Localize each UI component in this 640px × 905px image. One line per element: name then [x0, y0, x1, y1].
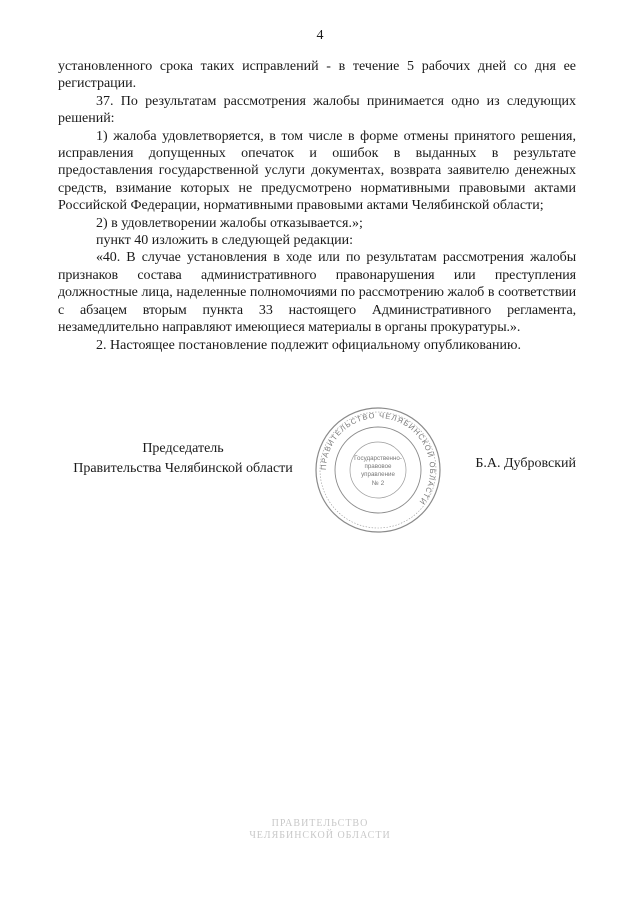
seal-inner-ring: [335, 427, 421, 513]
paragraph: установленного срока таких исправлений - в течение 5 рабочих дней со дня ее регистрации.: [58, 59, 576, 92]
official-seal: [313, 405, 443, 535]
signer-title: [58, 439, 308, 479]
seal-center-text: № 2: [371, 480, 385, 487]
paragraph: «40. В случае установления в ходе или по результатам рассмотрения жалобы признаков состава административного правонарушения или преступления должностные лица, наделенные полномочиями по рассмотрению жалоб в соответствии с абзацем вторым пункта 33 настоящего Административного регламента, незамедлительно направляют имеющиеся материалы в органы прокуратуры.».: [58, 250, 576, 336]
stamp-line: ЧЕЛЯБИНСКОЙ ОБЛАСТИ: [249, 830, 391, 841]
seal-center-text: правовое: [364, 463, 392, 470]
stamp-line: ПРАВИТЕЛЬСТВО: [271, 818, 369, 829]
signer-name: Б.А. Дубровский: [475, 456, 576, 471]
seal-outer-text: ПРАВИТЕЛЬСТВО ЧЕЛЯБИНСКОЙ ОБЛАСТИ: [318, 410, 438, 507]
paragraph: 37. По результатам рассмотрения жалобы принимается одно из следующих решений:: [58, 93, 576, 127]
signature-block: [58, 410, 576, 513]
seal-center-ring: [350, 442, 406, 498]
seal-center-text: управление: [361, 471, 395, 478]
paragraph: пункт 40 изложить в следующей редакции:: [96, 233, 353, 249]
paragraph: 2) в удовлетворении жалобы отказывается.»;: [96, 215, 363, 231]
faint-footer-stamp: [0, 818, 640, 842]
document-body: [58, 58, 576, 354]
signer-title-line: Правительства Челябинской области: [73, 461, 293, 476]
paragraph: 2. Настоящее постановление подлежит официальному опубликованию.: [96, 337, 521, 353]
signer-title-line: Председатель: [142, 441, 224, 456]
paragraph: 1) жалоба удовлетворяется, в том числе в форме отмены принятого решения, исправления допущенных опечаток и ошибок в выданных в результате предоставления государственной услуги документах, возврата заявителю денежных средств, взимание которых не предусмотрено нормативными правовыми актами Российской Федерации, нормативными правовыми актами Челябинской области;: [58, 128, 576, 214]
page-number: 4: [316, 28, 324, 43]
seal-center-text: Государственно-: [354, 455, 402, 462]
